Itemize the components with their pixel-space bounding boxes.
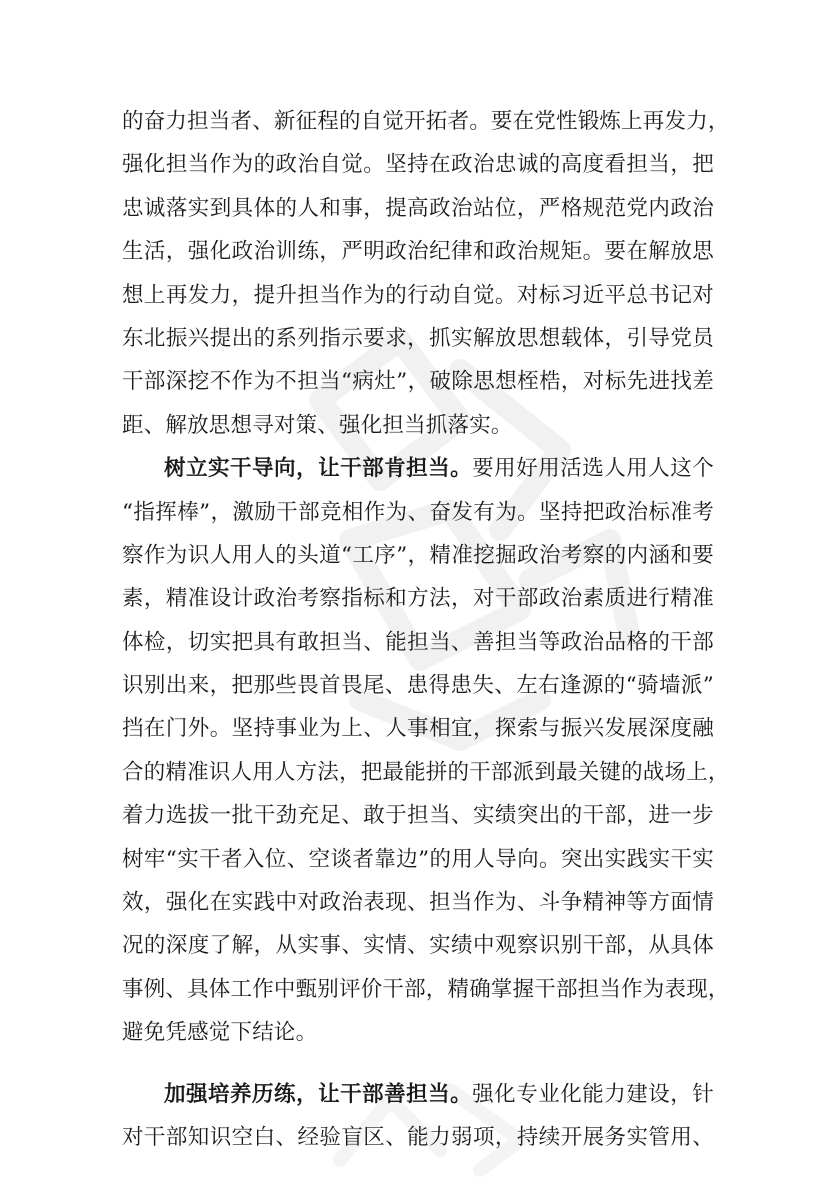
- text-line: 树牢“实干者入位、空谈者靠边”的用人导向。突出实践实干实: [122, 846, 714, 872]
- text-line: 强化担当作为的政治自觉。坚持在政治忠诚的高度看担当，把: [122, 152, 714, 178]
- paragraph-3: [122, 1073, 714, 1160]
- paragraph-heading: 树立实干导向，让干部肯担当。: [164, 456, 473, 482]
- text-line: 干部深挖不作为不担当“病灶”，破除思想桎梏，对标先进找差: [122, 369, 714, 395]
- paragraph-2: [122, 447, 730, 1054]
- paragraph-gap: [122, 1055, 714, 1073]
- text-line: 对干部知识空白、经验盲区、能力弱项，持续开展务实管用、: [122, 1124, 714, 1150]
- text-line: 识别出来，把那些畏首畏尾、患得患失、左右逢源的“骑墙派”: [122, 673, 714, 699]
- text-line-first: [122, 447, 714, 490]
- text-line: 况的深度了解，从实事、实情、实绩中观察识别干部，从具体: [122, 933, 714, 959]
- text-line: 避免凭感觉下结论。: [122, 1020, 318, 1046]
- paragraph-heading: 加强培养历练，让干部善担当。: [164, 1081, 473, 1107]
- text-line: 合的精准识人用人方法，把最能拼的干部派到最关键的战场上，: [122, 759, 730, 785]
- text-segment: 要用好用活选人用人这个: [472, 456, 714, 482]
- text-line: 的奋力担当者、新征程的自觉开拓者。要在党性锻炼上再发力，: [122, 109, 730, 134]
- text-line: 想上再发力，提升担当作为的行动自觉。对标习近平总书记对: [122, 282, 714, 308]
- text-line: 体检，切实把具有敢担当、能担当、善担当等政治品格的干部: [122, 629, 714, 655]
- text-line: 察作为识人用人的头道“工序”，精准挖掘政治考察的内涵和要: [122, 542, 714, 568]
- paragraph-1: [122, 100, 730, 447]
- text-line: 距、解放思想寻对策、强化担当抓落实。: [122, 412, 513, 438]
- text-line: 事例、具体工作中甄别评价干部，精确掌握干部担当作为表现，: [122, 976, 730, 1002]
- document-body: [122, 100, 730, 1159]
- text-line: 素，精准设计政治考察指标和方法，对干部政治素质进行精准: [122, 586, 714, 612]
- text-line: 挡在门外。坚持事业为上、人事相宜，探索与振兴发展深度融: [122, 716, 714, 742]
- text-line: 忠诚落实到具体的人和事，提高政治站位，严格规范党内政治: [122, 195, 714, 221]
- text-line: 效，强化在实践中对政治表现、担当作为、斗争精神等方面情: [122, 890, 714, 916]
- text-line-first: [122, 1073, 714, 1116]
- text-line: 着力选拔一批干劲充足、敢于担当、实绩突出的干部，进一步: [122, 803, 714, 829]
- text-line: 生活，强化政治训练，严明政治纪律和政治规矩。要在解放思: [122, 239, 714, 265]
- text-line: “指挥棒”，激励干部竞相作为、奋发有为。坚持把政治标准考: [122, 499, 714, 525]
- text-segment: 强化专业化能力建设，针: [472, 1081, 714, 1107]
- text-line: 东北振兴提出的系列指示要求，抓实解放思想载体，引导党员: [122, 325, 714, 351]
